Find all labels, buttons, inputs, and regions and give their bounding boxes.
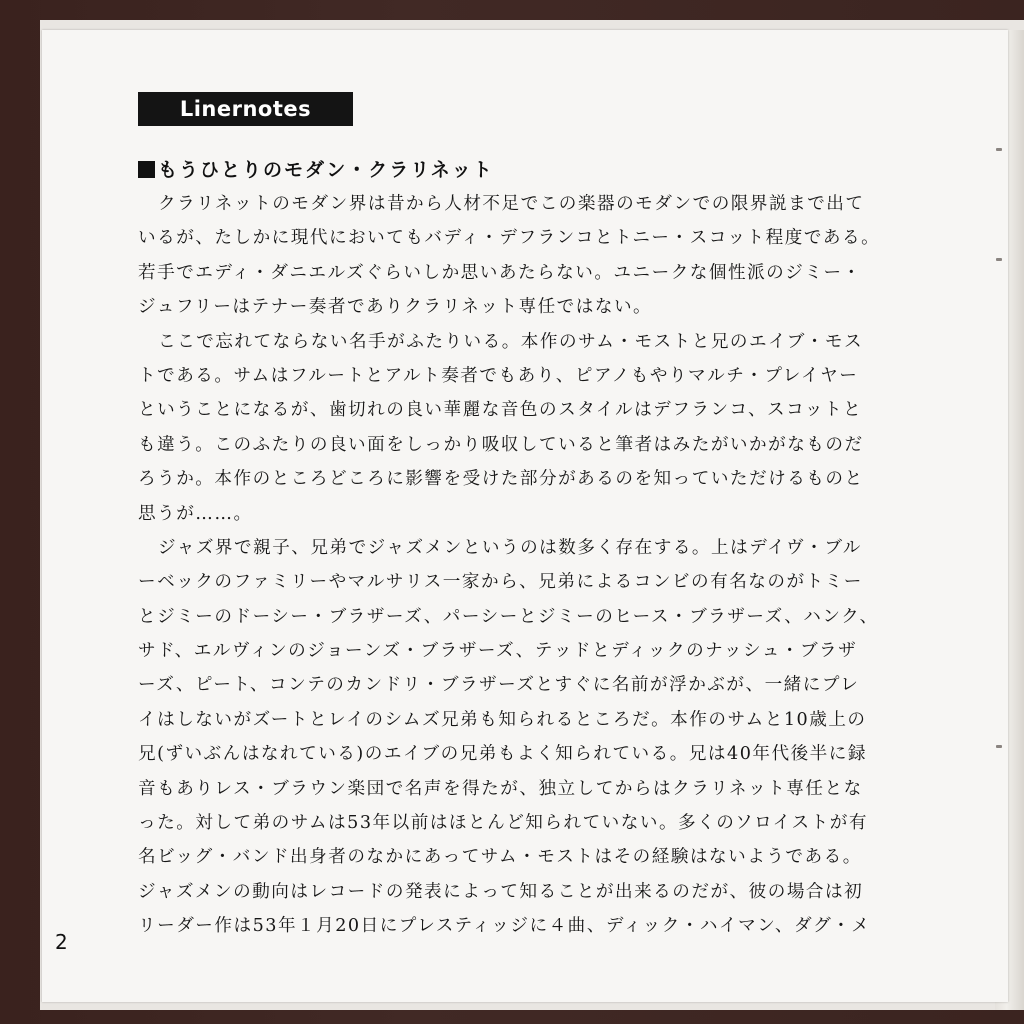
body-line: ーズ、ピート、コンテのカンドリ・ブラザーズとすぐに名前が浮かぶが、一緒にプレ	[138, 675, 860, 696]
body-line: イはしないがズートとレイのシムズ兄弟も知られるところだ。本作のサムと10歳上の	[138, 709, 867, 730]
body-line: った。対して弟のサムは53年以前はほとんど知られていない。多くのソロイストが有	[138, 813, 868, 834]
heading-square-icon	[138, 161, 155, 178]
body-line: 兄(ずいぶんはなれている)のエイブの兄弟もよく知られている。兄は40年代後半に録	[138, 744, 867, 765]
section-title: Linernotes	[179, 97, 312, 121]
body-line: サド、エルヴィンのジョーンズ・ブラザーズ、テッドとディックのナッシュ・ブラザ	[138, 641, 858, 662]
article-heading-text: もうひとりのモダン・クラリネット	[158, 159, 494, 181]
body-line: リーダー作は53年１月20日にプレスティッジに４曲、ディック・ハイマン、ダグ・メ	[138, 916, 871, 937]
staple-middle	[996, 258, 1002, 261]
section-title-bar	[138, 92, 353, 126]
body-line: ということになるが、歯切れの良い華麗な音色のスタイルはデフランコ、スコットと	[138, 400, 863, 421]
body-line: 名ビッグ・バンド出身者のなかにあってサム・モストはその経験はないようである。	[138, 847, 862, 868]
article-heading	[138, 155, 494, 182]
body-line: いるが、たしかに現代においてもバディ・デフランコとトニー・スコット程度である。	[138, 228, 881, 249]
body-line: トである。サムはフルートとアルト奏者でもあり、ピアノもやりマルチ・プレイヤー	[138, 365, 859, 386]
staple-bottom	[996, 745, 1002, 748]
page-number: 2	[55, 930, 68, 954]
body-line: ーベックのファミリーやマルサリス一家から、兄弟によるコンビの有名なのがトミー	[138, 572, 863, 593]
article-body	[138, 187, 898, 944]
body-line: 思うが……。	[138, 503, 253, 524]
body-line: 若手でエディ・ダニエルズぐらいしか思いあたらない。ユニークな個性派のジミー・	[138, 262, 862, 283]
body-line: も違う。このふたりの良い面をしっかり吸収していると筆者はみたがいかがなものだ	[138, 434, 864, 455]
body-line: とジミーのドーシー・ブラザーズ、パーシーとジミーのヒース・ブラザーズ、ハンク、	[138, 606, 879, 627]
body-line: ここで忘れてならない名手がふたりいる。本作のサム・モストと兄のエイブ・モス	[158, 331, 864, 352]
body-line: ジャズメンの動向はレコードの発表によって知ることが出来るのだが、彼の場合は初	[138, 881, 864, 902]
body-line: ジャズ界で親子、兄弟でジャズメンというのは数多く存在する。上はデイヴ・ブル	[158, 537, 862, 558]
staple-top	[996, 148, 1002, 151]
body-line: 音もありレス・ブラウン楽団で名声を得たが、独立してからはクラリネット専任とな	[138, 778, 863, 799]
body-line: ジュフリーはテナー奏者でありクラリネット専任ではない。	[138, 297, 653, 318]
body-line: クラリネットのモダン界は昔から人材不足でこの楽器のモダンでの限界説まで出て	[158, 194, 865, 214]
body-line: ろうか。本作のところどころに影響を受けた部分があるのを知っていただけるものと	[138, 469, 864, 490]
